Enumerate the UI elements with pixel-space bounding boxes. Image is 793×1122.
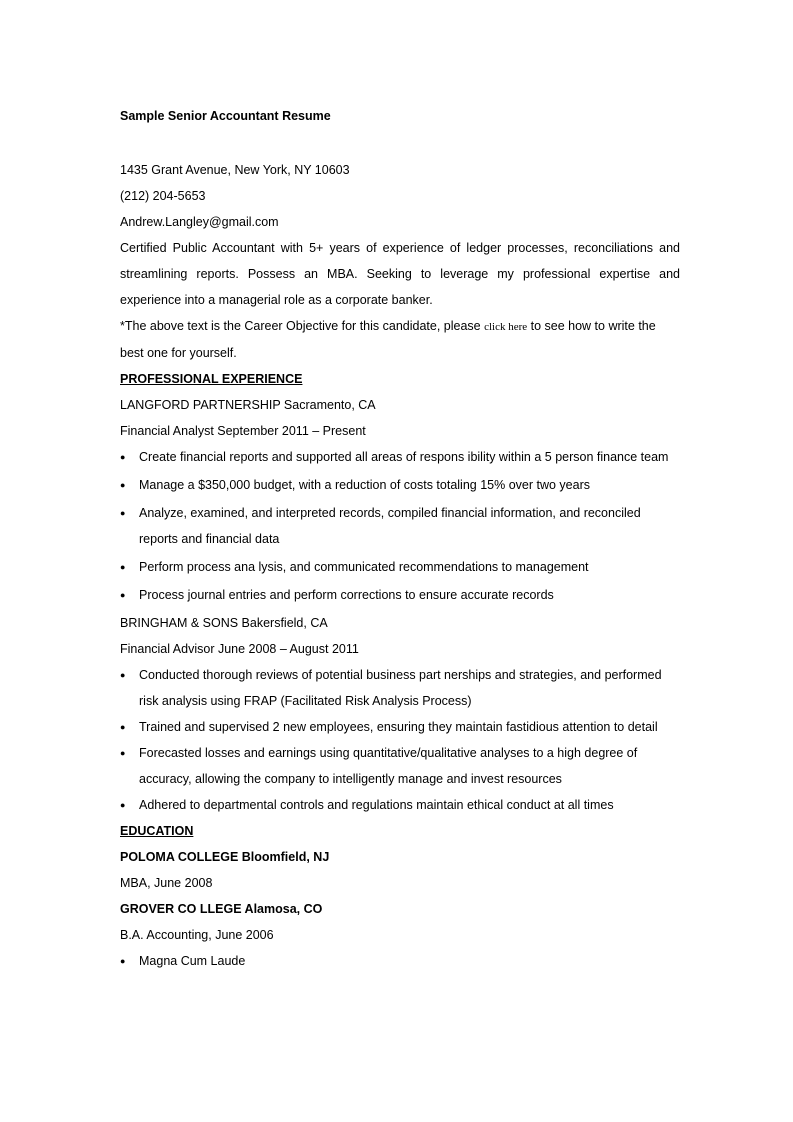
list-item (120, 662, 669, 714)
resume-page (120, 106, 680, 974)
objective-note-before: *The above text is the Career Objective for this candidate, please (120, 319, 485, 333)
list-item (120, 948, 669, 974)
bullet-icon: ● (120, 590, 126, 600)
bullet-text: Forecasted losses and earnings using quantitative/qualitative analyses to a high degree of accuracy, allowing the company to intelligently manage and invest resources (139, 746, 638, 786)
bullet-text: Analyze, examined, and interpreted records, compiled financial information, and reconciled reports and financial data (139, 506, 641, 546)
bullet-icon: ● (120, 956, 126, 966)
document-title: Sample Senior Accountant Resume (120, 109, 331, 123)
job-bullets (120, 662, 680, 818)
job-company: BRINGHAM & SONS Bakersfield, CA (120, 616, 328, 630)
school-degree: MBA, June 2008 (120, 876, 213, 890)
bullet-icon: ● (120, 480, 126, 490)
bullet-text: Perform process ana lysis, and communicated recommendations to management (139, 560, 589, 574)
education-honors (120, 948, 680, 974)
bullet-text: Conducted thorough reviews of potential business part nerships and strategies, and performed risk analysis using FRAP (Facilitated Risk Analysis Process) (139, 668, 662, 708)
list-item (120, 554, 669, 580)
bullet-text: Create financial reports and supported all areas of respons ibility within a 5 person finance team (139, 450, 669, 464)
bullet-text: Manage a $350,000 budget, with a reduction of costs totaling 15% over two years (139, 478, 590, 492)
bullet-icon: ● (120, 800, 126, 810)
list-item (120, 500, 669, 552)
list-item (120, 582, 669, 608)
experience-heading: PROFESSIONAL EXPERIENCE (120, 372, 303, 386)
bullet-icon: ● (120, 748, 126, 758)
objective-note-after: to see how to write the best one for yourself. (120, 319, 656, 360)
contact-address: 1435 Grant Avenue, New York, NY 10603 (120, 163, 350, 177)
school-name: GROVER CO LLEGE Alamosa, CO (120, 902, 323, 916)
school-degree: B.A. Accounting, June 2006 (120, 928, 274, 942)
bullet-text: Adhered to departmental controls and regulations maintain ethical conduct at all times (139, 798, 614, 812)
job-role: Financial Advisor June 2008 – August 2011 (120, 642, 359, 656)
bullet-icon: ● (120, 722, 126, 732)
job-role: Financial Analyst September 2011 – Present (120, 424, 366, 438)
honors-text: Magna Cum Laude (139, 954, 246, 968)
list-item (120, 714, 669, 740)
career-objective: Certified Public Accountant with 5+ years of experience of ledger processes, reconciliations and streamlining reports. Possess an MBA. Seeking to leverage my professional expertise and experience into a managerial role as a corporate banker. (120, 241, 680, 307)
education-heading: EDUCATION (120, 824, 194, 838)
school-name: POLOMA COLLEGE Bloomfield, NJ (120, 850, 330, 864)
list-item (120, 792, 669, 818)
list-item (120, 740, 669, 792)
objective-note (120, 313, 680, 366)
contact-phone: (212) 204-5653 (120, 189, 206, 203)
job-bullets (120, 444, 680, 608)
bullet-text: Process journal entries and perform corrections to ensure accurate records (139, 588, 554, 602)
bullet-icon: ● (120, 508, 126, 518)
bullet-icon: ● (120, 452, 126, 462)
click-here-link[interactable]: click here (484, 321, 528, 333)
list-item (120, 444, 669, 470)
job-company: LANGFORD PARTNERSHIP Sacramento, CA (120, 398, 376, 412)
list-item (120, 472, 669, 498)
bullet-text: Trained and supervised 2 new employees, ensuring they maintain fastidious attention to detail (139, 720, 658, 734)
bullet-icon: ● (120, 562, 126, 572)
contact-email: Andrew.Langley@gmail.com (120, 215, 279, 229)
bullet-icon: ● (120, 670, 126, 680)
